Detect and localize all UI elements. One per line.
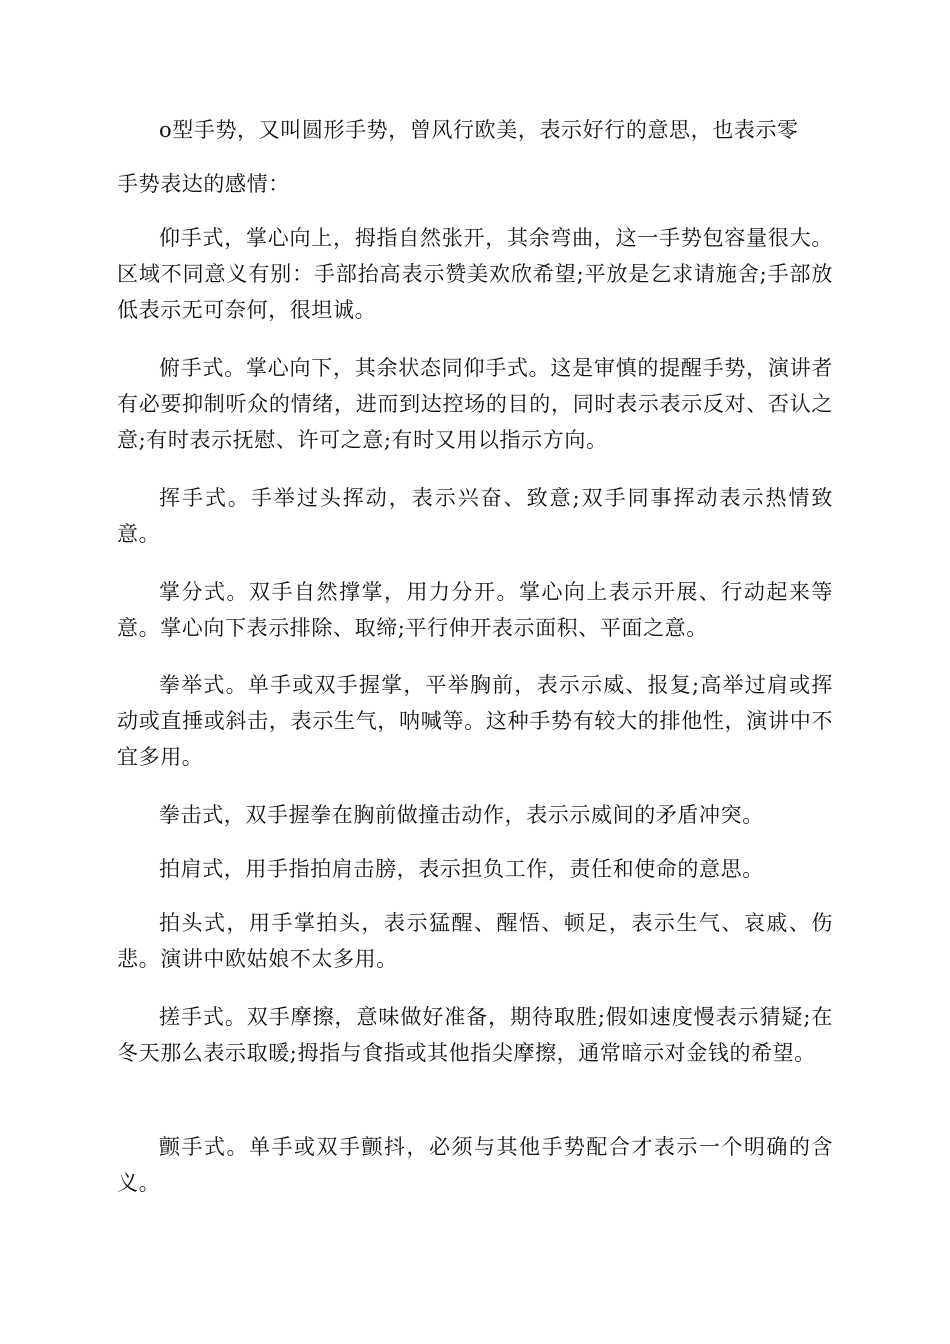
- paragraph-quan-ji: 拳击式，双手握拳在胸前做撞击动作，表示示威间的矛盾冲突。: [159, 803, 764, 827]
- intro-paragraph: o型手势，又叫圆形手势，曾风行欧美，表示好行的意思，也表示零: [159, 118, 799, 142]
- paragraph-hui-shou: 挥手式。手举过头挥动，表示兴奋、致意;双手同事挥动表示热情致意。: [117, 486, 833, 546]
- paragraph-pai-tou: 拍头式，用手掌拍头，表示猛醒、醒悟、顿足，表示生气、哀戚、伤悲。演讲中欧姑娘不太多用。: [117, 911, 833, 971]
- paragraph-zhang-fen: 掌分式。双手自然撑掌，用力分开。掌心向上表示开展、行动起来等意。掌心向下表示排除、取缔;平行伸开表示面积、平面之意。: [117, 580, 833, 640]
- paragraph-quan-ju: 拳举式。单手或双手握掌，平举胸前，表示示威、报复;高举过肩或挥动或直捶或斜击，表示生气，呐喊等。这种手势有较大的排他性，演讲中不宜多用。: [117, 673, 833, 769]
- paragraph-cuo-shou: 搓手式。双手摩擦，意味做好准备，期待取胜;假如速度慢表示猜疑;在冬天那么表示取暖;拇指与食指或其他指尖摩擦，通常暗示对金钱的希望。: [117, 1005, 833, 1065]
- paragraph-fu-shou: 俯手式。掌心向下，其余状态同仰手式。这是审慎的提醒手势，演讲者有必要抑制听众的情绪，进而到达控场的目的，同时表示表示反对、否认之意;有时表示抚慰、许可之意;有时又用以指示方向。: [117, 356, 833, 452]
- paragraph-yang-shou: 仰手式，掌心向上，拇指自然张开，其余弯曲，这一手势包容量很大。区域不同意义有别：手部抬高表示赞美欢欣希望;平放是乞求请施舍;手部放低表示无可奈何，很坦诚。: [117, 226, 833, 322]
- paragraph-chan-shou: 颤手式。单手或双手颤抖，必须与其他手势配合才表示一个明确的含义。: [117, 1135, 833, 1195]
- paragraph-pai-jian: 拍肩式，用手指拍肩击膀，表示担负工作，责任和使命的意思。: [159, 857, 764, 881]
- section-heading: 手势表达的感情：: [117, 172, 290, 196]
